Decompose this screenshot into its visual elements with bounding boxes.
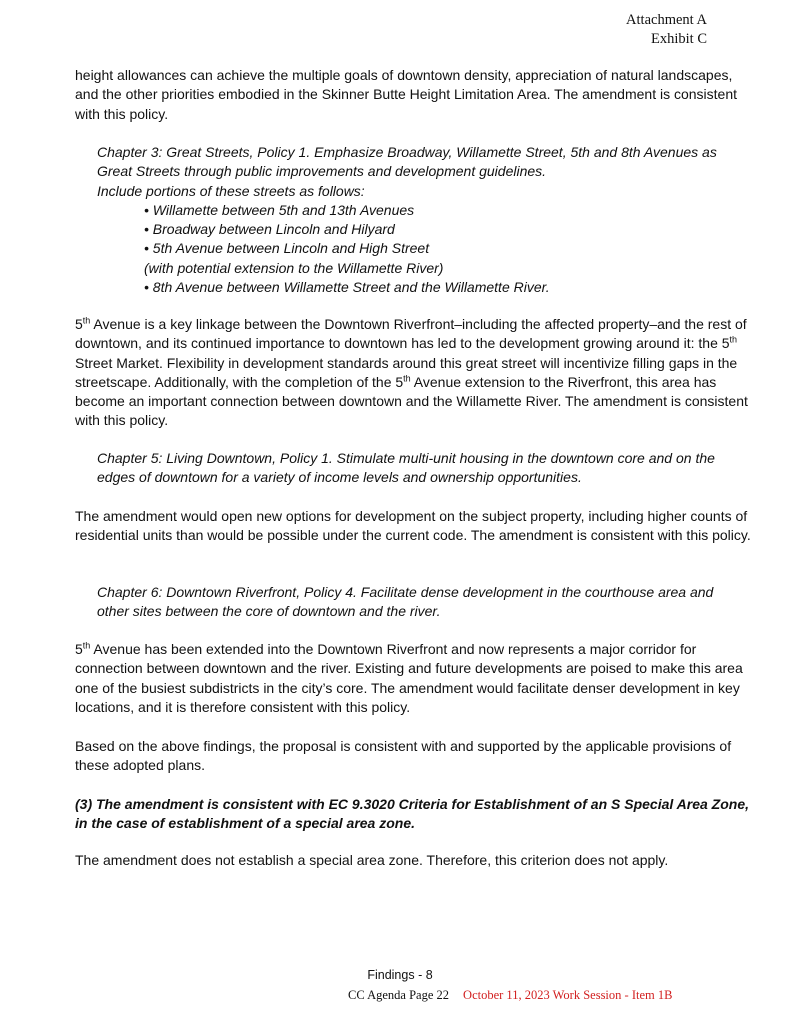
attachment-header [626,11,707,49]
agenda-footer [348,988,672,1003]
quote-great-streets-intro: Include portions of these streets as follows: [97,182,365,199]
great-streets-list [97,201,747,297]
quote-great-streets-text: Chapter 3: Great Streets, Policy 1. Emphasize Broadway, Willamette Street, 5th and 8th Avenues as Great Streets through public improvements and development guidelines. [97,144,717,180]
list-item: • Broadway between Lincoln and Hilyard [144,221,395,238]
agenda-page-label: CC Agenda Page 22 [348,988,450,1002]
criterion-heading: (3) The amendment is consistent with EC 9.3020 Criteria for Establishment of an S Special Area Zone, in the case of establishment of a special area zone. [75,796,749,832]
quote-living-downtown: Chapter 5: Living Downtown, Policy 1. Stimulate multi-unit housing in the downtown core and on the edges of downtown for a variety of income levels and ownership opportunities. [97,450,715,486]
list-item: • 8th Avenue between Willamette Street and the Willamette River. [144,279,550,296]
paragraph-criterion-na: The amendment does not establish a special area zone. Therefore, this criterion does not apply. [75,852,669,868]
paragraph-conclusion: Based on the above findings, the proposal is consistent with and supported by the applicable provisions of these adopted plans. [75,738,732,774]
exhibit-label: Exhibit C [651,31,707,47]
paragraph-5th-avenue-corridor: 5th Avenue has been extended into the Downtown Riverfront and now represents a major corridor for connection between downtown and the river. Existing and future developments are poised to make this area one of the busiest subdistricts in the city’s core. The amendment would facilitate denser development in key locations, and it is therefore consistent with this policy. [75,640,743,715]
attachment-label: Attachment A [626,12,707,28]
list-item: • 5th Avenue between Lincoln and High Street [144,240,430,257]
quote-downtown-riverfront: Chapter 6: Downtown Riverfront, Policy 4. Facilitate dense development in the courthouse area and other sites between the core of downtown and the river. [97,584,714,620]
list-item: • Willamette between 5th and 13th Avenues [144,201,415,218]
page-number: Findings - 8 [367,968,433,982]
list-item-note: (with potential extension to the Willamette River) [144,259,444,276]
paragraph-height-allowances: height allowances can achieve the multiple goals of downtown density, appreciation of natural landscapes, and the other priorities embodied in the Skinner Butte Height Limitation Area. The amendment is consistent with this policy. [75,67,738,122]
paragraph-residential-units: The amendment would open new options for development on the subject property, including higher counts of residential units than would be possible under the current code. The amendment is consistent with this policy. [75,508,751,544]
quote-great-streets [97,143,747,297]
paragraph-5th-avenue-linkage: 5th Avenue is a key linkage between the Downtown Riverfront–including the affected property–and the rest of downtown, and its continued importance to downtown has led to the development growing around it: the 5th Street Market. Flexibility in development standards around this great street will incentivize filling gaps in the streetscape. Additionally, with the completion of the 5th Avenue extension to the Riverfront, this area has become an important connection between downtown and the Willamette River. The amendment is consistent with this policy. [75,315,748,429]
work-session-label: October 11, 2023 Work Session - Item 1B [463,988,673,1002]
